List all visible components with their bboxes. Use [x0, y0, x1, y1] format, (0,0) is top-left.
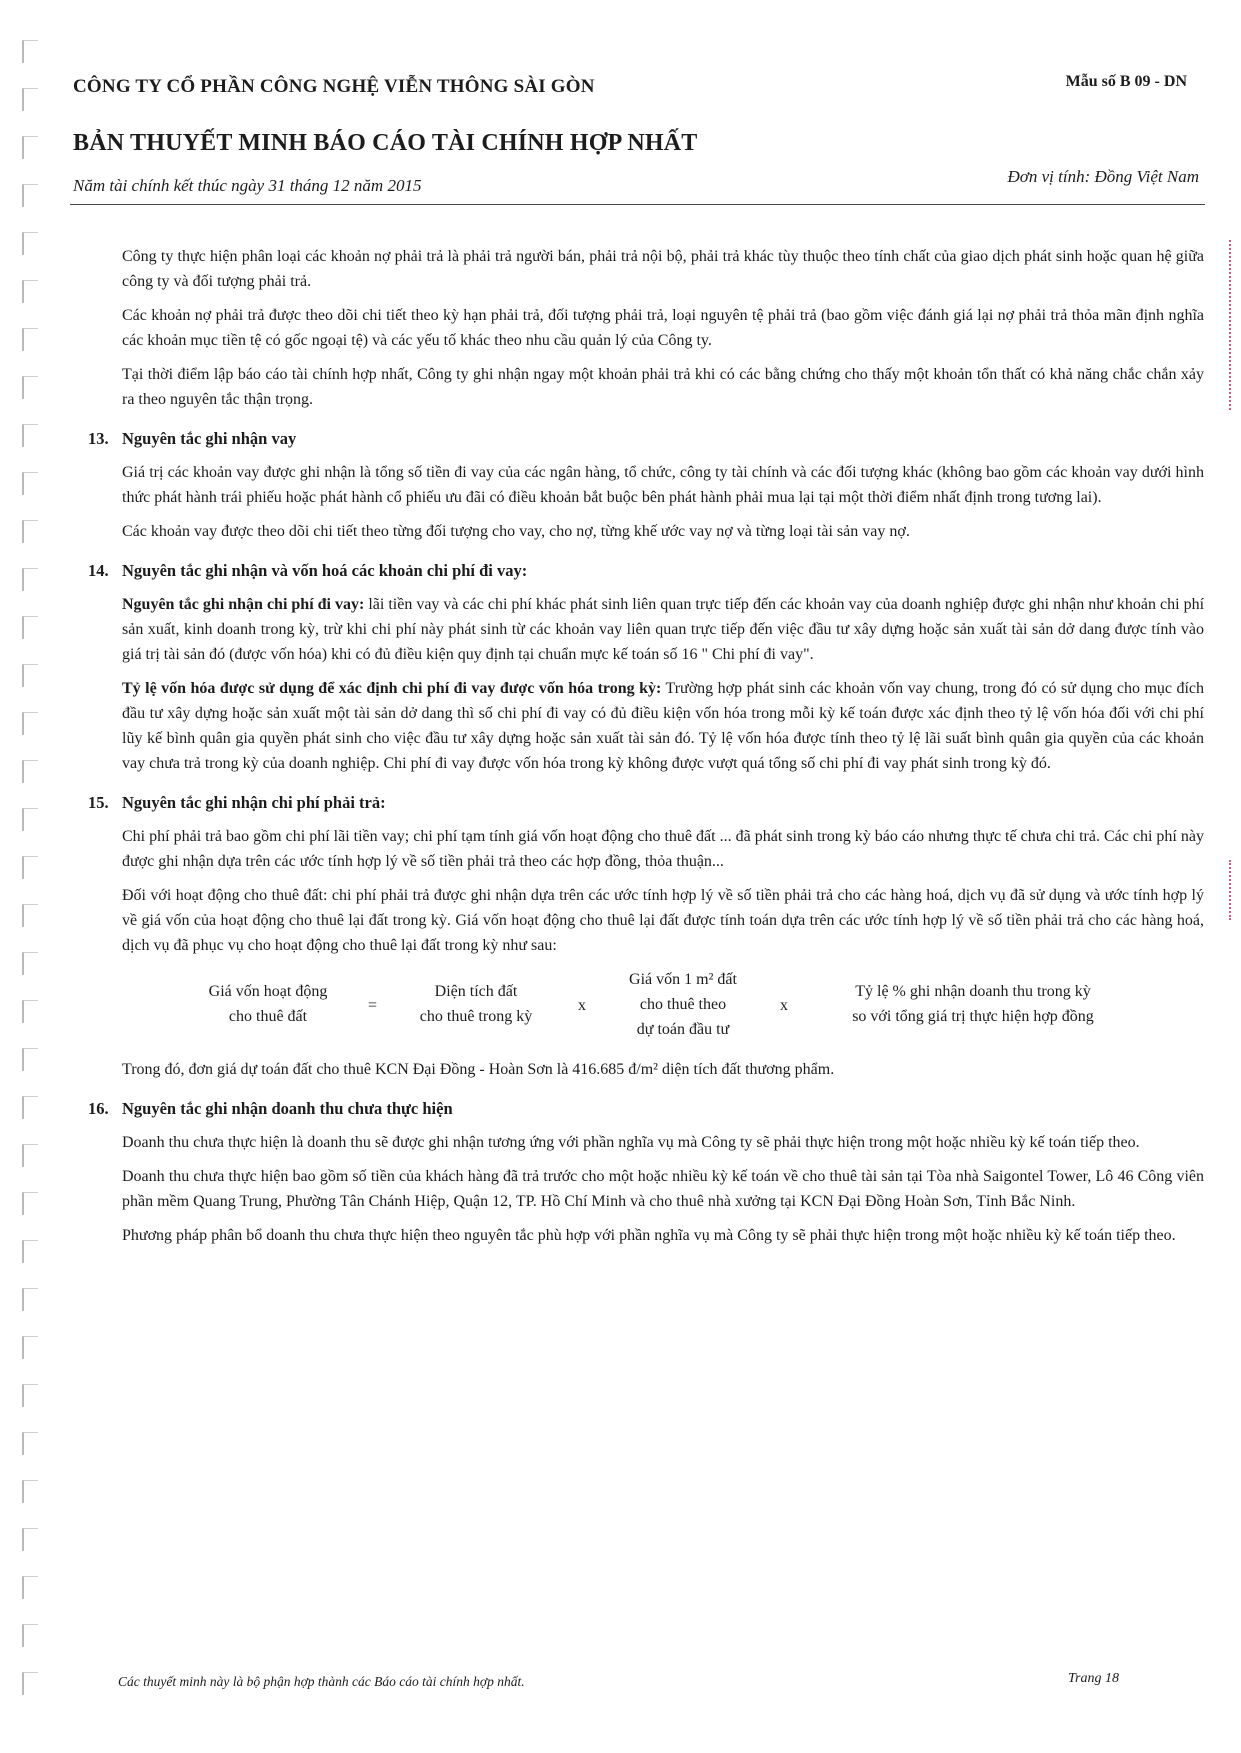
section-number: 15. [88, 793, 109, 812]
formula-text: dự toán đầu tư [636, 1021, 730, 1038]
paragraph-text: Trường hợp phát sinh các khoản vốn vay chung, trong đó có sử dụng cho mục đích đầu tư xây dựng hoặc sản xuất một tài sản dở dang thì số chi phí đi vay có đủ điều kiện vốn hóa trong mỗi kỳ kế toán được xác định theo tỷ lệ vốn hóa đối với chi phí lũy kế bình quân gia quyền phát sinh cho việc đầu tư xây dựng hoặc sản xuất tài sản đó. Tỷ lệ vốn hóa được tính theo tỷ lệ lãi suất bình quân gia quyền của các khoản vay chưa trả trong kỳ của doanh nghiệp. Chi phí đi vay được vốn hóa trong kỳ không được vượt quá tổng số chi phí đi vay phát sinh trong kỳ đó. [122, 680, 1205, 772]
currency-unit: Đơn vị tính: Đồng Việt Nam [1007, 167, 1199, 186]
section-number: 14. [88, 561, 109, 580]
section-title: Nguyên tắc ghi nhận doanh thu chưa thực hiện [122, 1099, 453, 1118]
section-title: Nguyên tắc ghi nhận và vốn hoá các khoản chi phí đi vay: [122, 561, 528, 580]
section-15-paragraph: Đối với hoạt động cho thuê đất: chi phí phải trả được ghi nhận dựa trên các ước tính hợp lý về số tiền phải trả cho các hàng hoá, dịch vụ đã sử dụng và ước tính hợp lý về giá vốn của hoạt động cho thuê lại đất trong kỳ. Giá vốn hoạt động cho thuê lại đất được tính toán dựa trên các ước tính hợp lý về số tiền phải trả cho các hàng hoá, dịch vụ đã phục vụ cho hoạt động cho thuê lại đất trong kỳ như sau: [122, 887, 1204, 954]
margin-stamp-mark [1229, 240, 1237, 410]
section-title: Nguyên tắc ghi nhận vay [122, 429, 297, 448]
section-16-heading [88, 1096, 1204, 1121]
document-title: BẢN THUYẾT MINH BÁO CÁO TÀI CHÍNH HỢP NHẤT [73, 130, 698, 156]
margin-stamp-mark-2 [1229, 860, 1237, 920]
section-15-paragraph: Chi phí phải trả bao gồm chi phí lãi tiền vay; chi phí tạm tính giá vốn hoạt động cho thuê đất ... đã phát sinh trong kỳ báo cáo nhưng thực tế chưa chi trả. Các chi phí này được ghi nhận dựa trên các ước tính hợp lý về số tiền phải trả theo các hợp đồng, thỏa thuận... [122, 828, 1204, 870]
formula-term-unit-cost [598, 967, 768, 1042]
form-code: Mẫu số B 09 - DN [1065, 73, 1187, 90]
formula-text: Giá vốn 1 m² đất [629, 971, 737, 988]
section-14-paragraph [122, 592, 1204, 667]
formula-term-cost [168, 979, 368, 1029]
formula-multiply: x [578, 997, 586, 1014]
section-14-heading [88, 558, 1204, 583]
section-16-paragraph: Phương pháp phân bổ doanh thu chưa thực hiện theo nguyên tắc phù hợp với phần nghĩa vụ mà Công ty sẽ phải thực hiện trong một hoặc nhiều kỳ kế toán tiếp theo. [122, 1227, 1176, 1244]
fiscal-year: Năm tài chính kết thúc ngày 31 tháng 12 năm 2015 [73, 176, 422, 195]
formula-text: cho thuê trong kỳ [419, 1008, 533, 1025]
company-name: CÔNG TY CỔ PHẦN CÔNG NGHỆ VIỄN THÔNG SÀI GÒN [73, 76, 595, 97]
section-13-paragraph: Các khoản vay được theo dõi chi tiết theo từng đối tượng cho vay, cho nợ, từng khế ước vay nợ và từng loại tài sản vay nợ. [122, 523, 910, 540]
formula-multiply: x [780, 997, 788, 1014]
section-13-heading [88, 426, 1204, 451]
formula-text: cho thuê theo [639, 996, 727, 1013]
formula-equals: = [368, 997, 378, 1014]
paragraph-lead: Tỷ lệ vốn hóa được sử dụng để xác định chi phí đi vay được vốn hóa trong kỳ: [122, 680, 662, 697]
section-15-heading [88, 790, 1204, 815]
section-16-paragraph: Doanh thu chưa thực hiện bao gồm số tiền của khách hàng đã trả trước cho một hoặc nhiều kỳ kế toán về cho thuê tài sản tại Tòa nhà Saigontel Tower, Lô 46 Công viên phần mềm Quang Trung, Phường Tân Chánh Hiệp, Quận 12, TP. Hồ Chí Minh và cho thuê nhà xưởng tại KCN Đại Đồng Hoàn Sơn, Tỉnh Bắc Ninh. [122, 1168, 1204, 1210]
section-number: 13. [88, 429, 109, 448]
formula-text: Tỷ lệ % ghi nhận doanh thu trong kỳ [855, 983, 1091, 1000]
document-body [88, 244, 1204, 1257]
formula-text: Giá vốn hoạt động [208, 983, 328, 1000]
section-title: Nguyên tắc ghi nhận chi phí phải trả: [122, 793, 386, 812]
section-16-paragraph: Doanh thu chưa thực hiện là doanh thu sẽ được ghi nhận tương ứng với phần nghĩa vụ mà Công ty sẽ phải thực hiện trong một hoặc nhiều kỳ kế toán tiếp theo. [122, 1134, 1140, 1151]
footer-note: Các thuyết minh này là bộ phận hợp thành các Báo cáo tài chính hợp nhất. [118, 1674, 525, 1689]
paragraph-text: lãi tiền vay và các chi phí khác phát sinh liên quan trực tiếp đến các khoản vay của doanh nghiệp được ghi nhận như khoản chi phí sản xuất, kinh doanh trong kỳ, trừ khi chi phí này phát sinh từ các khoản vay liên quan trực tiếp đến việc đầu tư xây dựng hoặc sản xuất tài sản dở dang được tính vào giá trị tài sản đó (được vốn hóa) khi có đủ điều kiện quy định tại chuẩn mực kế toán số 16 " Chi phí đi vay". [122, 596, 1205, 663]
section-14-paragraph [122, 676, 1204, 776]
section-15-paragraph: Trong đó, đơn giá dự toán đất cho thuê KCN Đại Đồng - Hoàn Sơn là 416.685 đ/m² diện tích đất thương phẩm. [122, 1061, 835, 1078]
intro-paragraph: Công ty thực hiện phân loại các khoản nợ phải trả là phải trả người bán, phải trả nội bộ, phải trả khác tùy thuộc theo tính chất của giao dịch phát sinh hoặc quan hệ giữa công ty và đối tượng phải trả. [122, 248, 1204, 290]
formula-text: cho thuê đất [228, 1008, 308, 1025]
formula-text: so với tổng giá trị thực hiện hợp đồng [852, 1008, 1094, 1025]
formula-term-area [386, 979, 566, 1029]
section-13-paragraph: Giá trị các khoản vay được ghi nhận là tổng số tiền đi vay của các ngân hàng, tổ chức, công ty tài chính và các đối tượng khác (không bao gồm các khoản vay dưới hình thức phát hành trái phiếu hoặc phát hành cổ phiếu ưu đãi có điều khoản bắt buộc bên phát hành phải mua lại tại một thời điểm nhất định trong tương lai). [122, 464, 1204, 506]
section-number: 16. [88, 1099, 109, 1118]
intro-paragraph: Tại thời điểm lập báo cáo tài chính hợp nhất, Công ty ghi nhận ngay một khoản phải trả khi có các bằng chứng cho thấy một khoản tổn thất có khả năng chắc chắn xảy ra theo nguyên tắc thận trọng. [122, 366, 1204, 408]
header-divider [70, 204, 1205, 205]
cost-formula [168, 967, 1168, 1045]
intro-paragraph: Các khoản nợ phải trả được theo dõi chi tiết theo kỳ hạn phải trả, đối tượng phải trả, loại nguyên tệ phải trả (bao gồm việc đánh giá lại nợ phải trả thỏa mãn định nghĩa các khoản mục tiền tệ có gốc ngoại tệ) và các yếu tố khác theo nhu cầu quản lý của Công ty. [122, 307, 1204, 349]
binder-marks [22, 40, 44, 1700]
formula-text: Diện tích đất [434, 983, 518, 1000]
page-number: Trang 18 [1068, 1671, 1119, 1686]
paragraph-lead: Nguyên tắc ghi nhận chi phí đi vay: [122, 596, 365, 613]
formula-term-revenue-ratio [808, 979, 1138, 1029]
